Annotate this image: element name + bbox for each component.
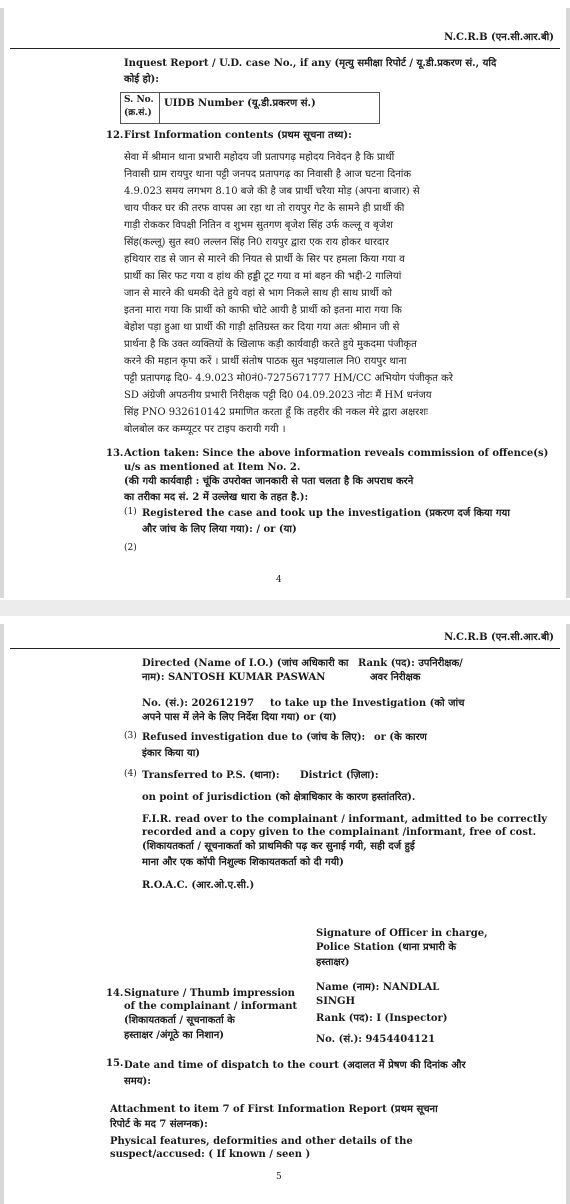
fir-text-line: जान से मारने की धमकी देते हुये वहां से भाग निकले साथ ही साथ प्रार्थी को [124,288,392,299]
item14-line4: हस्ताक्षर /अंगूठे का निशान) [124,1030,225,1041]
item12-title: First Information contents (प्रथम सूचना तथ्य): [124,130,352,141]
page-edge-right [566,8,570,598]
directed-name: नाम): SANTOSH KUMAR PASWAN [142,672,326,683]
item13-hindi-line1: (की गयी कार्यवाही : चूंकि उपरोक्त जानकारी से पता चलता है कि अपराध करने [124,476,414,487]
fir-read-line2: recorded and a copy given to the complainant /informant, free of cost. [142,827,537,838]
page-header: N.C.R.B (एन.सी.आर.बी) [444,32,554,43]
fir-text-line: करने की महान कृपा करें । प्रार्थी संतोष पाठक सुत भइयालाल नि0 रायपुर थाना [124,356,407,367]
jurisdiction-line: on point of jurisdiction (को क्षेत्राधिकार के कारण हस्तांतरित). [142,792,416,803]
officer-signature-line1: Signature of Officer in charge, [316,928,488,939]
attachment-line1: Attachment to item 7 of First Information Report (प्रथम सूचना [110,1104,438,1115]
page-header: N.C.R.B (एन.सी.आर.बी) [444,632,554,643]
page-gap [0,600,570,616]
fir-text-line: SD अंग्रेजी अपठनीय प्रभारी निरीक्षक पट्टी दि0 04.09.2023 नोटः मैं HM धनंजय [124,390,432,401]
fir-text-line: हथियार राड से जान से मारने की नियत से प्रार्थी के सिर पर हमला किया गया व [124,254,405,265]
sno-label-en: S. No. [124,95,154,105]
officer-name-line1: Name (नाम): NANDLAL [316,982,440,993]
fir-text-line: निवासी ग्राम रायपुर थाना पट्टी जनपद प्रतापगढ़ का निवासी है आज घटना दिनांक [124,169,412,180]
directed-label-line1: Directed (Name of I.O.) (जांच अधिकारी का [142,658,349,669]
item14-number: 14. [106,988,124,999]
item14-line2: of the complainant / informant [124,1001,298,1012]
option1-number: (1) [124,507,137,517]
fir-text-line: प्रार्थना है कि उक्त व्यक्तियों के खिलाफ कड़ी कार्यवाही करते हुये मुकदमा पंजीकृत [124,339,417,350]
item14-line3: (शिकायतकर्ता / सूचनाकर्ता के [124,1015,235,1026]
physical-features-line2: suspect/accused: ( If known / seen ) [110,1149,311,1160]
option2-number: (2) [124,543,137,553]
officer-signature-line2: Police Station (थाना प्रभारी के [316,942,457,953]
fir-read-line4: माना और एक कॉपी निशुल्क शिकायतकर्ता को दी गयी) [142,857,344,868]
item15-line2: समय): [124,1076,151,1087]
option3-line2: इंकार किया या) [142,748,201,759]
header-rule [10,48,560,49]
option3-number: (3) [124,731,137,741]
fir-text-line: पट्टी प्रतापगढ़ दि0- 4.9.023 मो0नं0-7275671777 HM/CC अभियोग पंजीकृत करे [124,373,453,384]
option1-line1: Registered the case and took up the investigation (प्रकरण दर्ज किया गया [142,508,510,519]
page-number: 5 [276,1172,282,1182]
fir-read-line3: (शिकायतकर्ता / सूचनाकर्ता को प्राथमिकी पढ़ कर सुनाई गयी, सही दर्ज हुई [142,841,415,852]
take-up-investigation-hindi: अपने पास में लेने के लिए निर्देश दिया गया) or (या) [142,712,337,723]
take-up-investigation: to take up the Investigation (को जांच [270,698,465,709]
item13-hindi-line2: का तरीका मद सं. 2 में उल्लेख धारा के तहत है.): [124,492,309,503]
uidb-label: UIDB Number (यू.डी.प्रकरण सं.) [164,98,316,109]
option4-district: District (ज़िला): [300,770,379,781]
physical-features-line1: Physical features, deformities and other details of the [110,1136,413,1147]
fir-text-line: बोलबोल कर कम्प्यूटर पर टाइप करायी गयी । [124,424,286,435]
fir-text-line: 4.9.023 समय लगभग 8.10 बजे की है जब प्रार्थी चरैया मोड़ (अपना बाजार) से [124,186,420,197]
officer-rank: Rank (पद): I (Inspector) [316,1013,448,1024]
fir-text-line: सेवा में श्रीमान थाना प्रभारी महोदय जी प्रतापगढ़ महोदय निवेदन है कि प्रार्थी [124,152,395,163]
io-number: No. (सं.): 202612197 [142,698,255,709]
rank-label-line1: Rank (पद): उपनिरीक्षक/ [358,658,463,669]
option1-line2: और जांच के लिए लिया गया): / or (या) [142,524,297,535]
officer-signature-line3: हस्ताक्षर) [316,957,350,968]
header-rule [10,648,560,649]
document-page-4 [0,0,570,600]
fir-text-line: बेहोश पड़ा हुआ था प्रार्थी की गाड़ी क्षतिग्रस्त कर दिया गया अतः श्रीमान जी से [124,322,400,333]
fir-text-line: सिंह(कल्लू) सुत स्व0 लल्लन सिंह नि0 रायपुर द्वारा एक राय होकर धारदार [124,237,389,248]
page-edge-left [0,624,4,1204]
fir-text-line: गाड़ी रोककर विपक्षी नितिन व शुभम सुतगण बृजेश सिंह उर्फ कल्लू व बृजेश [124,220,393,231]
item12-number: 12. [106,130,124,141]
inquest-label-line1: Inquest Report / U.D. case No., if any (मृत्यु समीक्षा रिपोर्ट / यू.डी.प्रकरण सं., यदि [124,58,497,69]
officer-name-line2: SINGH [316,996,356,1007]
option4-number: (4) [124,769,137,779]
officer-number: No. (सं.): 9454404121 [316,1034,436,1045]
item13-line2: u/s as mentioned at Item No. 2. [124,462,301,473]
item13-line1: Action taken: Since the above information reveals commission of offence(s) [124,448,549,459]
option4-ps: Transferred to P.S. (थाना): [142,770,280,781]
page-number: 4 [276,575,282,585]
sno-label-hi: (क्र.सं.) [124,108,152,118]
page-edge-right [566,624,570,1204]
fir-text-line: सिंह PNO 932610142 प्रमाणित करता हूँ कि तहरीर की नकल मेरे द्वारा अक्षरशः [124,407,429,418]
fir-text-line: प्रार्थी का सिर फट गया व हांथ की हड्डी टूट गया व मां बहन की भद्दी-2 गालियां [124,271,402,282]
fir-text-line: चाय पीकर घर की तरफ वापस आ रहा था तो रायपुर गेट के सामने ही प्रार्थी की [124,203,405,214]
page-edge-left [0,8,4,598]
document-page-5 [0,616,570,1200]
fir-read-line1: F.I.R. read over to the complainant / informant, admitted to be correctly [142,814,548,825]
option3-or: or (के कारण [374,732,427,743]
option3-refused: Refused investigation due to (जांच के लिए): [142,732,366,743]
item15-number: 15. [106,1058,124,1069]
item14-line1: Signature / Thumb impression [124,988,295,999]
fir-text-line: इतना मारा गया कि प्रार्थी को काफी चोटे आयी है प्रार्थी को इतना मारा गया कि [124,305,402,316]
attachment-line2: रिपोर्ट के मद 7 संलग्नक): [110,1119,208,1130]
rank-label-line2: अवर निरीक्षक [370,672,421,683]
item13-number: 13. [106,448,124,459]
inquest-label-line2: कोई हो): [124,74,159,85]
item15-line1: Date and time of dispatch to the court (अदालत में प्रेषण की दिनांक और [124,1060,466,1071]
roac-label: R.O.A.C. (आर.ओ.ए.सी.) [142,880,255,891]
